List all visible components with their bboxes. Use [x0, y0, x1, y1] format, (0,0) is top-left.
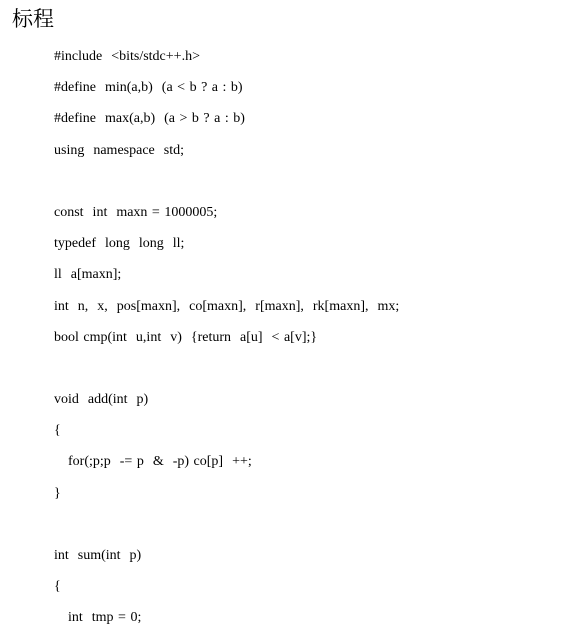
code-line: int sum(int p) — [54, 548, 142, 563]
code-line: bool cmp(int u,int v) {return a[u] < a[v];} — [54, 329, 318, 345]
code-line: ll a[maxn]; — [54, 267, 122, 283]
code-line: } — [54, 485, 61, 501]
code-block — [54, 41, 574, 634]
code-line: const int maxn = 1000005; — [54, 204, 218, 220]
page-title: 标程 — [12, 7, 54, 31]
code-line: #include <bits/stdc++.h> — [54, 49, 200, 64]
code-line: { — [54, 423, 61, 439]
blank-line — [54, 353, 574, 384]
blank-line — [54, 509, 574, 540]
code-line: #define min(a,b) (a < b ? a : b) — [54, 80, 243, 96]
blank-line — [54, 166, 574, 197]
code-line: using namespace std; — [54, 142, 184, 158]
code-line: int n, x, pos[maxn], co[maxn], r[maxn], rk[maxn], mx; — [54, 298, 400, 314]
code-line: void add(int p) — [54, 392, 149, 408]
code-line: typedef long long ll; — [54, 236, 185, 252]
code-line: int tmp = 0; — [68, 610, 142, 626]
code-line: { — [54, 579, 61, 595]
code-line: for(;p;p -= p & -p) co[p] ++; — [68, 454, 252, 470]
code-line: #define max(a,b) (a > b ? a : b) — [54, 111, 245, 127]
